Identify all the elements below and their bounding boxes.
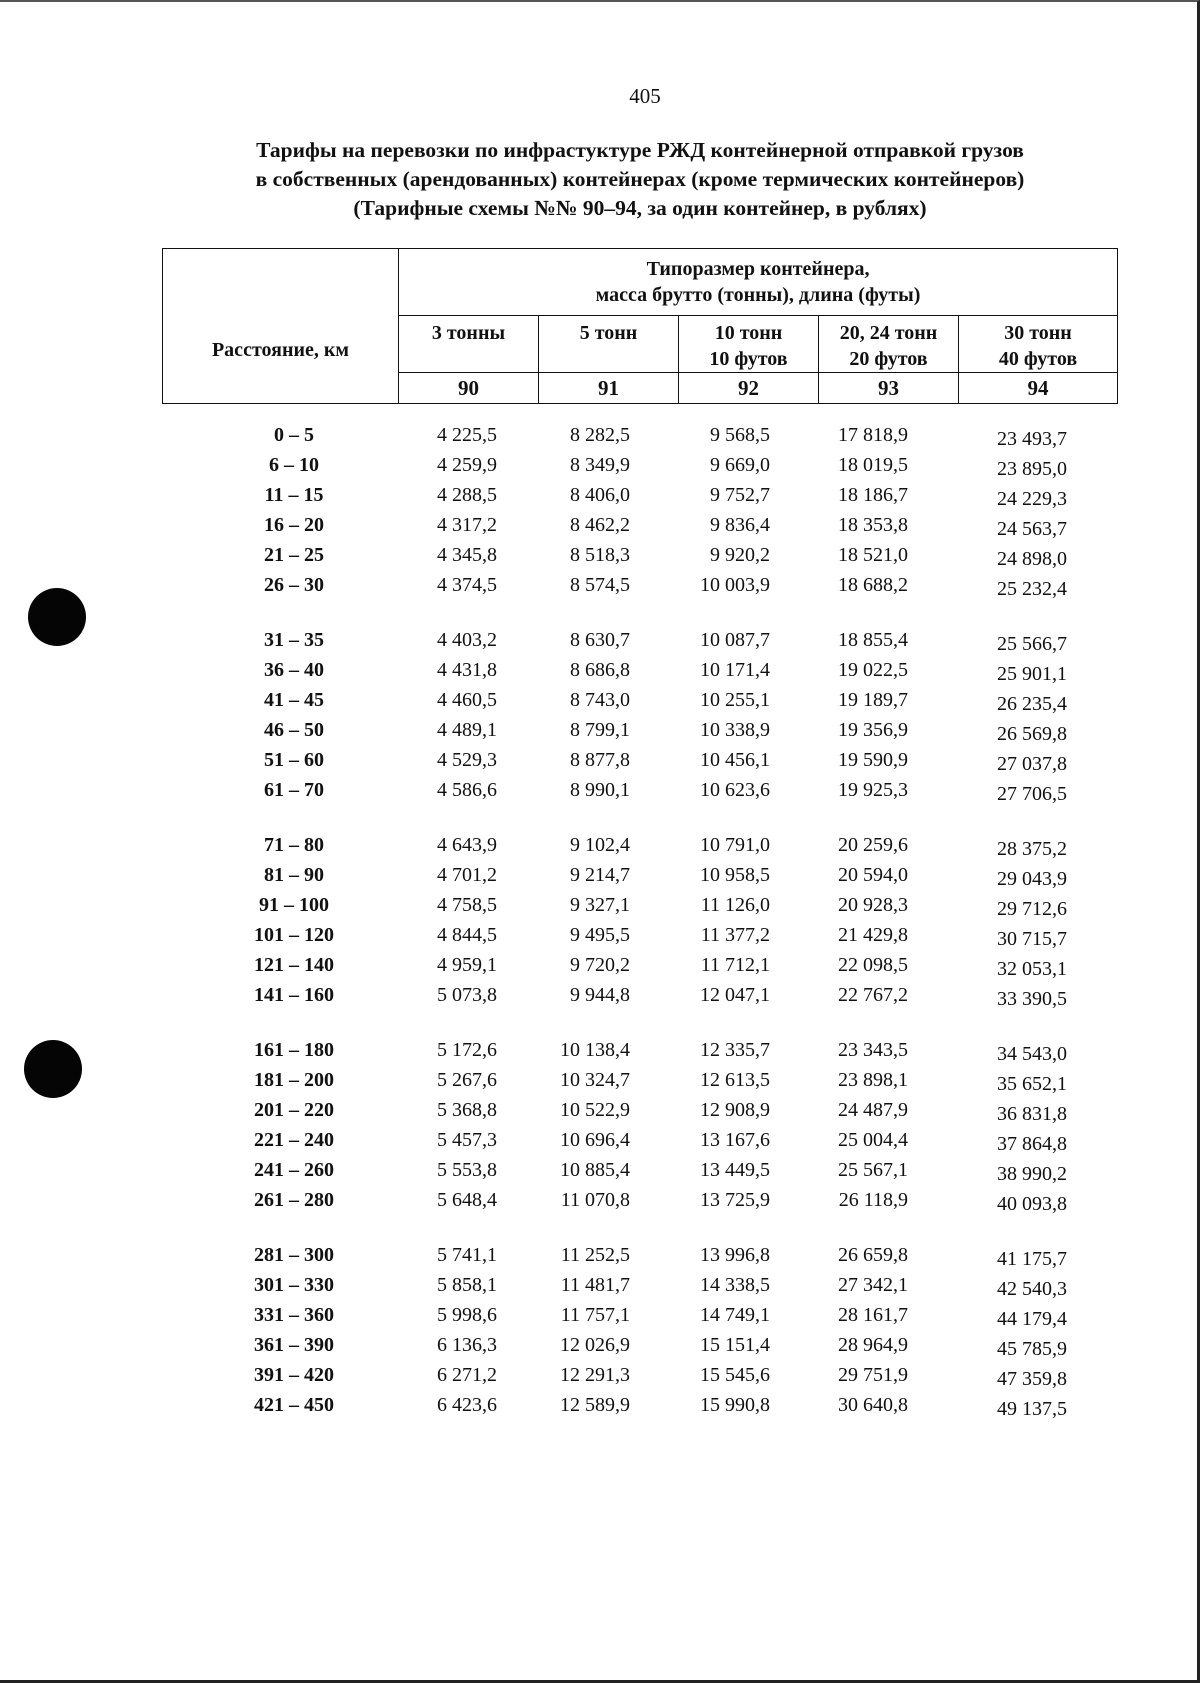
tariff-cell-91: 11 481,7 xyxy=(560,1274,630,1296)
tariff-cell-90: 5 457,3 xyxy=(437,1129,497,1151)
table-row xyxy=(162,424,1117,454)
tariff-cell-94: 24 563,7 xyxy=(997,518,1067,540)
tariff-cell-93: 19 925,3 xyxy=(838,779,908,801)
column-header-size-93: 20, 24 тонн 20 футов xyxy=(819,316,959,373)
tariff-cell-94: 27 037,8 xyxy=(997,753,1067,775)
table-row xyxy=(162,1039,1117,1069)
tariff-cell-91: 9 214,7 xyxy=(570,864,630,886)
tariff-cell-93: 19 022,5 xyxy=(838,659,908,681)
distance-cell: 301 – 330 xyxy=(254,1274,334,1296)
tariff-cell-91: 8 630,7 xyxy=(570,629,630,651)
tariff-cell-90: 4 758,5 xyxy=(437,894,497,916)
tariff-cell-90: 4 529,3 xyxy=(437,749,497,771)
tariff-cell-92: 12 613,5 xyxy=(700,1069,770,1091)
tariff-cell-93: 25 004,4 xyxy=(838,1129,908,1151)
distance-cell: 241 – 260 xyxy=(254,1159,334,1181)
distance-cell: 281 – 300 xyxy=(254,1244,334,1266)
scheme-number-92: 92 xyxy=(679,373,819,404)
tariff-cell-94: 28 375,2 xyxy=(997,838,1067,860)
table-row xyxy=(162,629,1117,659)
tariff-cell-91: 9 495,5 xyxy=(570,924,630,946)
tariff-cell-91: 10 885,4 xyxy=(560,1159,630,1181)
distance-cell: 51 – 60 xyxy=(264,749,324,771)
tariff-cell-91: 8 574,5 xyxy=(570,574,630,596)
tariff-cell-90: 5 267,6 xyxy=(437,1069,497,1091)
tariff-cell-94: 26 235,4 xyxy=(997,693,1067,715)
tariff-cell-94: 36 831,8 xyxy=(997,1103,1067,1125)
tariff-cell-92: 9 568,5 xyxy=(710,424,770,446)
tariff-cell-94: 37 864,8 xyxy=(997,1133,1067,1155)
tariff-cell-92: 9 836,4 xyxy=(710,514,770,536)
tariff-cell-92: 10 623,6 xyxy=(700,779,770,801)
tariff-cell-94: 34 543,0 xyxy=(997,1043,1067,1065)
tariff-cell-92: 10 791,0 xyxy=(700,834,770,856)
tariff-cell-94: 26 569,8 xyxy=(997,723,1067,745)
tariff-cell-94: 38 990,2 xyxy=(997,1163,1067,1185)
tariff-cell-93: 22 098,5 xyxy=(838,954,908,976)
distance-cell: 201 – 220 xyxy=(254,1099,334,1121)
tariff-table-body xyxy=(162,424,1117,1449)
tariff-cell-91: 11 757,1 xyxy=(560,1304,630,1326)
tariff-cell-91: 8 349,9 xyxy=(570,454,630,476)
tariff-cell-90: 4 431,8 xyxy=(437,659,497,681)
tariff-cell-90: 5 998,6 xyxy=(437,1304,497,1326)
distance-cell: 11 – 15 xyxy=(264,484,324,506)
distance-header: Расстояние, км xyxy=(163,249,399,404)
tariff-cell-91: 10 696,4 xyxy=(560,1129,630,1151)
tariff-cell-92: 9 752,7 xyxy=(710,484,770,506)
distance-cell: 121 – 140 xyxy=(254,954,334,976)
distance-cell: 0 – 5 xyxy=(274,424,314,446)
distance-cell: 61 – 70 xyxy=(264,779,324,801)
distance-cell: 26 – 30 xyxy=(264,574,324,596)
tariff-cell-93: 26 118,9 xyxy=(838,1189,908,1211)
scheme-number-91: 91 xyxy=(539,373,679,404)
tariff-cell-92: 10 255,1 xyxy=(700,689,770,711)
distance-cell: 31 – 35 xyxy=(264,629,324,651)
tariff-cell-93: 28 964,9 xyxy=(838,1334,908,1356)
table-row xyxy=(162,1099,1117,1129)
tariff-cell-94: 30 715,7 xyxy=(997,928,1067,950)
tariff-cell-94: 33 390,5 xyxy=(997,988,1067,1010)
table-row xyxy=(162,1244,1117,1274)
tariff-cell-93: 18 688,2 xyxy=(838,574,908,596)
container-size-group-header xyxy=(399,249,1118,316)
tariff-cell-93: 25 567,1 xyxy=(838,1159,908,1181)
column-header-size-92: 10 тонн 10 футов xyxy=(679,316,819,373)
tariff-cell-91: 8 743,0 xyxy=(570,689,630,711)
tariff-cell-94: 25 901,1 xyxy=(997,663,1067,685)
tariff-cell-90: 5 741,1 xyxy=(437,1244,497,1266)
tariff-cell-90: 4 959,1 xyxy=(437,954,497,976)
tariff-cell-93: 19 356,9 xyxy=(838,719,908,741)
tariff-cell-92: 9 669,0 xyxy=(710,454,770,476)
tariff-cell-92: 13 167,6 xyxy=(700,1129,770,1151)
tariff-cell-92: 15 151,4 xyxy=(700,1334,770,1356)
tariff-cell-93: 28 161,7 xyxy=(838,1304,908,1326)
tariff-cell-93: 17 818,9 xyxy=(838,424,908,446)
table-row xyxy=(162,574,1117,604)
table-row xyxy=(162,454,1117,484)
row-group xyxy=(162,424,1117,604)
table-row xyxy=(162,1159,1117,1189)
punch-hole xyxy=(28,588,86,646)
table-row xyxy=(162,514,1117,544)
tariff-cell-90: 6 271,2 xyxy=(437,1364,497,1386)
distance-cell: 81 – 90 xyxy=(264,864,324,886)
tariff-cell-92: 10 338,9 xyxy=(700,719,770,741)
tariff-cell-92: 14 749,1 xyxy=(700,1304,770,1326)
tariff-cell-94: 24 229,3 xyxy=(997,488,1067,510)
tariff-cell-92: 12 335,7 xyxy=(700,1039,770,1061)
tariff-cell-94: 23 493,7 xyxy=(997,428,1067,450)
tariff-cell-90: 4 643,9 xyxy=(437,834,497,856)
tariff-cell-93: 27 342,1 xyxy=(838,1274,908,1296)
tariff-cell-90: 4 460,5 xyxy=(437,689,497,711)
table-row xyxy=(162,1069,1117,1099)
tariff-cell-93: 20 594,0 xyxy=(838,864,908,886)
tariff-cell-90: 4 586,6 xyxy=(437,779,497,801)
tariff-cell-94: 27 706,5 xyxy=(997,783,1067,805)
tariff-cell-92: 10 171,4 xyxy=(700,659,770,681)
tariff-cell-91: 12 291,3 xyxy=(560,1364,630,1386)
tariff-cell-93: 19 189,7 xyxy=(838,689,908,711)
tariff-cell-90: 5 858,1 xyxy=(437,1274,497,1296)
scheme-number-93: 93 xyxy=(819,373,959,404)
tariff-cell-91: 10 522,9 xyxy=(560,1099,630,1121)
distance-cell: 36 – 40 xyxy=(264,659,324,681)
tariff-cell-90: 5 553,8 xyxy=(437,1159,497,1181)
tariff-cell-91: 8 877,8 xyxy=(570,749,630,771)
tariff-cell-94: 49 137,5 xyxy=(997,1398,1067,1420)
tariff-cell-90: 4 225,5 xyxy=(437,424,497,446)
tariff-cell-92: 13 449,5 xyxy=(700,1159,770,1181)
distance-cell: 421 – 450 xyxy=(254,1394,334,1416)
tariff-cell-90: 6 423,6 xyxy=(437,1394,497,1416)
tariff-cell-90: 4 844,5 xyxy=(437,924,497,946)
distance-cell: 91 – 100 xyxy=(259,894,329,916)
tariff-cell-91: 10 138,4 xyxy=(560,1039,630,1061)
tariff-cell-94: 35 652,1 xyxy=(997,1073,1067,1095)
tariff-cell-92: 12 908,9 xyxy=(700,1099,770,1121)
tariff-cell-93: 22 767,2 xyxy=(838,984,908,1006)
tariff-cell-90: 5 172,6 xyxy=(437,1039,497,1061)
distance-cell: 141 – 160 xyxy=(254,984,334,1006)
tariff-cell-93: 21 429,8 xyxy=(838,924,908,946)
table-row xyxy=(162,689,1117,719)
page-number: 405 xyxy=(629,84,661,108)
tariff-cell-93: 19 590,9 xyxy=(838,749,908,771)
tariff-cell-90: 4 345,8 xyxy=(437,544,497,566)
tariff-cell-91: 11 252,5 xyxy=(560,1244,630,1266)
tariff-cell-92: 11 377,2 xyxy=(700,924,770,946)
page-title xyxy=(160,136,1120,223)
tariff-cell-91: 8 282,5 xyxy=(570,424,630,446)
table-row xyxy=(162,1304,1117,1334)
group-header-line-2: масса брутто (тонны), длина (футы) xyxy=(595,284,921,306)
tariff-cell-90: 4 701,2 xyxy=(437,864,497,886)
tariff-cell-93: 26 659,8 xyxy=(838,1244,908,1266)
tariff-cell-94: 41 175,7 xyxy=(997,1248,1067,1270)
tariff-cell-91: 8 990,1 xyxy=(570,779,630,801)
tariff-cell-91: 8 518,3 xyxy=(570,544,630,566)
distance-cell: 331 – 360 xyxy=(254,1304,334,1326)
tariff-cell-94: 44 179,4 xyxy=(997,1308,1067,1330)
tariff-cell-94: 47 359,8 xyxy=(997,1368,1067,1390)
title-line-3: (Тарифные схемы №№ 90–94, за один контейнер, в рублях) xyxy=(353,196,927,220)
distance-cell: 46 – 50 xyxy=(264,719,324,741)
title-line-2: в собственных (арендованных) контейнерах (кроме термических контейнеров) xyxy=(255,167,1025,191)
tariff-cell-90: 6 136,3 xyxy=(437,1334,497,1356)
tariff-cell-92: 12 047,1 xyxy=(700,984,770,1006)
tariff-cell-94: 29 712,6 xyxy=(997,898,1067,920)
distance-cell: 21 – 25 xyxy=(264,544,324,566)
distance-cell: 6 – 10 xyxy=(269,454,319,476)
scheme-number-90: 90 xyxy=(399,373,539,404)
tariff-cell-94: 24 898,0 xyxy=(997,548,1067,570)
tariff-cell-92: 9 920,2 xyxy=(710,544,770,566)
tariff-cell-91: 8 462,2 xyxy=(570,514,630,536)
tariff-cell-90: 4 288,5 xyxy=(437,484,497,506)
tariff-cell-92: 10 958,5 xyxy=(700,864,770,886)
distance-cell: 361 – 390 xyxy=(254,1334,334,1356)
punch-hole xyxy=(24,1040,82,1098)
row-group xyxy=(162,834,1117,1014)
table-row xyxy=(162,894,1117,924)
table-row xyxy=(162,864,1117,894)
row-group xyxy=(162,1039,1117,1219)
table-row xyxy=(162,749,1117,779)
tariff-cell-93: 24 487,9 xyxy=(838,1099,908,1121)
tariff-cell-90: 4 259,9 xyxy=(437,454,497,476)
tariff-cell-93: 18 353,8 xyxy=(838,514,908,536)
tariff-cell-92: 10 087,7 xyxy=(700,629,770,651)
table-row xyxy=(162,1189,1117,1219)
tariff-cell-93: 29 751,9 xyxy=(838,1364,908,1386)
tariff-cell-90: 4 317,2 xyxy=(437,514,497,536)
tariff-cell-91: 12 026,9 xyxy=(560,1334,630,1356)
tariff-cell-93: 23 343,5 xyxy=(838,1039,908,1061)
table-row xyxy=(162,954,1117,984)
table-row xyxy=(162,984,1117,1014)
tariff-cell-91: 8 686,8 xyxy=(570,659,630,681)
tariff-cell-93: 30 640,8 xyxy=(838,1394,908,1416)
tariff-cell-93: 20 259,6 xyxy=(838,834,908,856)
column-header-size-91: 5 тонн xyxy=(539,316,679,373)
table-row xyxy=(162,1334,1117,1364)
tariff-cell-91: 9 327,1 xyxy=(570,894,630,916)
tariff-cell-90: 4 403,2 xyxy=(437,629,497,651)
tariff-cell-94: 23 895,0 xyxy=(997,458,1067,480)
table-row xyxy=(162,719,1117,749)
tariff-cell-94: 45 785,9 xyxy=(997,1338,1067,1360)
table-row xyxy=(162,1129,1117,1159)
tariff-cell-93: 20 928,3 xyxy=(838,894,908,916)
title-line-1: Тарифы на перевозки по инфрастуктуре РЖД контейнерной отправкой грузов xyxy=(256,138,1024,162)
table-row xyxy=(162,659,1117,689)
row-group xyxy=(162,1244,1117,1424)
table-row xyxy=(162,484,1117,514)
tariff-cell-93: 23 898,1 xyxy=(838,1069,908,1091)
column-header-size-94: 30 тонн 40 футов xyxy=(959,316,1118,373)
distance-cell: 71 – 80 xyxy=(264,834,324,856)
distance-cell: 16 – 20 xyxy=(264,514,324,536)
tariff-cell-90: 4 489,1 xyxy=(437,719,497,741)
tariff-cell-94: 42 540,3 xyxy=(997,1278,1067,1300)
table-row xyxy=(162,544,1117,574)
tariff-cell-92: 10 003,9 xyxy=(700,574,770,596)
tariff-cell-94: 40 093,8 xyxy=(997,1193,1067,1215)
table-row xyxy=(162,779,1117,809)
tariff-cell-92: 11 712,1 xyxy=(700,954,770,976)
row-group xyxy=(162,629,1117,809)
distance-cell: 221 – 240 xyxy=(254,1129,334,1151)
distance-cell: 41 – 45 xyxy=(264,689,324,711)
tariff-cell-91: 11 070,8 xyxy=(560,1189,630,1211)
table-row xyxy=(162,834,1117,864)
tariff-cell-93: 18 186,7 xyxy=(838,484,908,506)
distance-cell: 101 – 120 xyxy=(254,924,334,946)
tariff-cell-92: 11 126,0 xyxy=(700,894,770,916)
tariff-cell-92: 10 456,1 xyxy=(700,749,770,771)
tariff-cell-92: 15 990,8 xyxy=(700,1394,770,1416)
scheme-number-94: 94 xyxy=(959,373,1118,404)
tariff-cell-91: 12 589,9 xyxy=(560,1394,630,1416)
tariff-cell-91: 8 406,0 xyxy=(570,484,630,506)
tariff-cell-92: 13 996,8 xyxy=(700,1244,770,1266)
tariff-cell-91: 9 102,4 xyxy=(570,834,630,856)
tariff-cell-93: 18 855,4 xyxy=(838,629,908,651)
tariff-cell-90: 5 368,8 xyxy=(437,1099,497,1121)
column-header-size-90: 3 тонны xyxy=(399,316,539,373)
tariff-cell-91: 8 799,1 xyxy=(570,719,630,741)
tariff-cell-93: 18 019,5 xyxy=(838,454,908,476)
tariff-cell-94: 32 053,1 xyxy=(997,958,1067,980)
table-row xyxy=(162,1394,1117,1424)
distance-cell: 161 – 180 xyxy=(254,1039,334,1061)
tariff-cell-94: 25 566,7 xyxy=(997,633,1067,655)
tariff-cell-90: 4 374,5 xyxy=(437,574,497,596)
group-header-line-1: Типоразмер контейнера, xyxy=(646,258,870,280)
table-row xyxy=(162,924,1117,954)
tariff-cell-90: 5 648,4 xyxy=(437,1189,497,1211)
tariff-cell-92: 13 725,9 xyxy=(700,1189,770,1211)
distance-cell: 261 – 280 xyxy=(254,1189,334,1211)
tariff-cell-91: 9 944,8 xyxy=(570,984,630,1006)
tariff-cell-92: 15 545,6 xyxy=(700,1364,770,1386)
tariff-cell-94: 25 232,4 xyxy=(997,578,1067,600)
tariff-cell-90: 5 073,8 xyxy=(437,984,497,1006)
tariff-cell-91: 9 720,2 xyxy=(570,954,630,976)
tariff-cell-93: 18 521,0 xyxy=(838,544,908,566)
tariff-table-header xyxy=(162,248,1118,404)
tariff-cell-92: 14 338,5 xyxy=(700,1274,770,1296)
distance-cell: 181 – 200 xyxy=(254,1069,334,1091)
distance-cell: 391 – 420 xyxy=(254,1364,334,1386)
tariff-cell-94: 29 043,9 xyxy=(997,868,1067,890)
table-row xyxy=(162,1364,1117,1394)
tariff-cell-91: 10 324,7 xyxy=(560,1069,630,1091)
table-row xyxy=(162,1274,1117,1304)
